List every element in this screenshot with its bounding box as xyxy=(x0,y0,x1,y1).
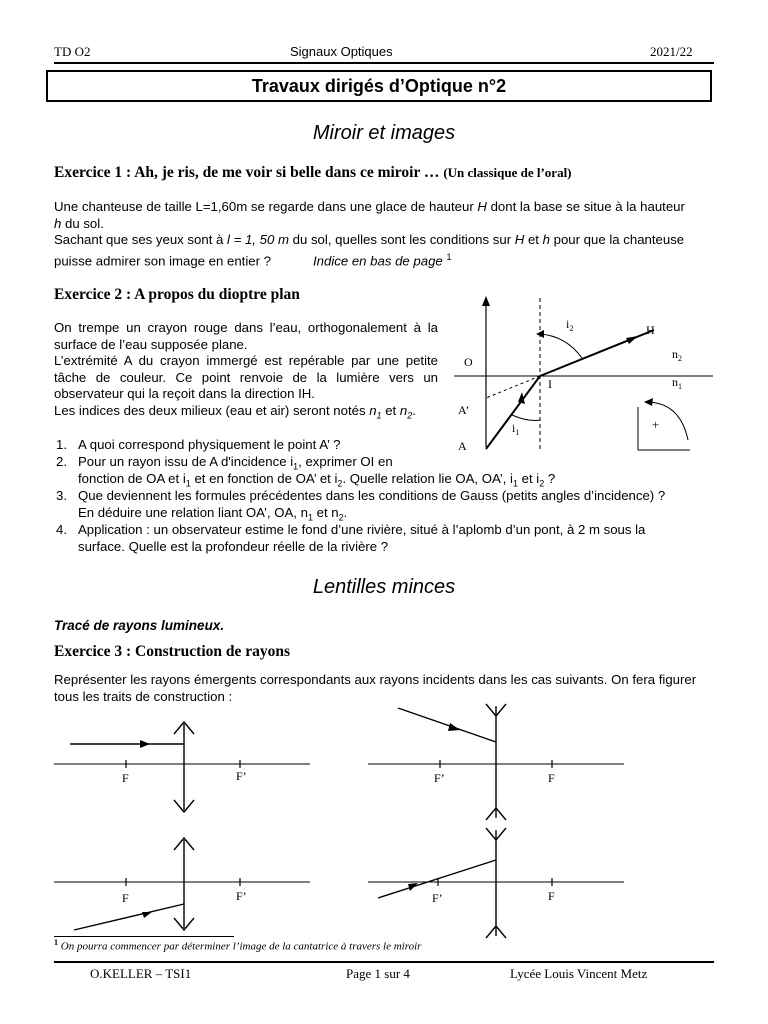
ex2-q3-num: 3. xyxy=(56,488,67,503)
ex2-q3a: Que deviennent les formules précédentes dans les conditions de Gauss (petits angles d’incidence) ? xyxy=(78,488,666,503)
label-F: F xyxy=(548,771,555,785)
footnote-number: 1 xyxy=(54,938,58,947)
ex2-n2-sub: 2 xyxy=(407,410,413,421)
exercise-1-note: (Un classique de l’oral) xyxy=(443,165,572,180)
ex3-line2: tous les traits de construction : xyxy=(54,688,233,704)
ex2-n1-sub: 1 xyxy=(376,410,382,421)
ex2-q2b-end: . Quelle relation lie OA, OA’, i xyxy=(342,471,513,486)
ex2-q1: A quoi correspond physiquement le point A’ ? xyxy=(78,437,341,452)
ex2-q2-num: 2. xyxy=(56,454,67,469)
ex2-p3b: et xyxy=(381,402,400,418)
label-A-prime: A’ xyxy=(458,403,470,417)
exercise-2-intro xyxy=(54,320,438,424)
exercise-1-title: Exercice 1 : Ah, je ris, de me voir si belle dans ce miroir … xyxy=(54,164,440,181)
exercise-3-heading: Exercice 3 : Construction de rayons xyxy=(54,643,291,660)
ex2-n2: n xyxy=(399,402,408,418)
ex2-q4a: Application : un observateur estime le fond d’une rivière, situé à l’aplomb d’un pont, à 2 m sous la xyxy=(78,522,646,537)
ex2-q3b-mid: et n xyxy=(312,505,339,520)
label-H: H xyxy=(646,323,655,337)
footnote-rule xyxy=(54,936,234,937)
exercise-1-heading xyxy=(54,164,572,182)
ex2-q3b-text: En déduire une relation liant OA’, OA, n xyxy=(78,505,308,520)
section-title-miroir: Miroir et images xyxy=(312,122,456,144)
ex2-q2b-text: fonction de OA et i xyxy=(78,471,186,486)
ex2-q2a-text: Pour un rayon issu de A d'incidence i xyxy=(78,454,294,469)
ex2-q2a-end: , exprimer OI en xyxy=(298,454,393,469)
ex2-q4b: surface. Quelle est la profondeur réelle de la rivière ? xyxy=(78,539,389,554)
ex1-var-h: h xyxy=(54,215,62,231)
ex1-line1b: dont la base se situe à la hauteur xyxy=(486,199,685,214)
header-rule xyxy=(54,62,714,64)
label-F-prime: F’ xyxy=(434,771,445,785)
lens-diagram-4 xyxy=(362,824,632,940)
footnote xyxy=(54,938,421,953)
ex2-q2b-end2: et i xyxy=(517,471,540,486)
ex1-hint: Indice en bas de page xyxy=(312,253,447,269)
exercise-2-heading: Exercice 2 : A propos du dioptre plan xyxy=(54,286,300,303)
ex1-var-H2: H xyxy=(514,232,525,248)
incident-ray-arrow xyxy=(140,740,150,748)
angle-i1-arc xyxy=(512,415,540,420)
incident-ray-arrow xyxy=(142,912,152,918)
ex2-q3b-end: . xyxy=(343,505,348,520)
label-A: A xyxy=(458,439,467,453)
ex1-var-h2: h xyxy=(542,232,550,248)
label-n2: $n_2$ xyxy=(672,347,682,363)
label-F: F xyxy=(122,771,129,785)
exercise-1-text xyxy=(54,199,714,270)
orientation-arrowhead xyxy=(644,398,653,406)
ex1-line3a: Sachant que ses yeux sont à xyxy=(54,232,228,248)
ex1-line2b: du sol. xyxy=(61,215,104,231)
ex1-line3b: du sol, quelles sont les conditions sur xyxy=(288,232,515,248)
ex2-q2b-sub4: 2 xyxy=(539,478,545,489)
ex2-q2a-sub: 1 xyxy=(293,461,299,472)
ex2-q2b-mid: et en fonction de OA’ et i xyxy=(190,471,338,486)
ex2-p3a: Les indices des deux milieux (eau et air) seront notés xyxy=(54,402,370,418)
ex2-q1-num: 1. xyxy=(56,437,67,452)
ex2-q2b-sub1: 1 xyxy=(185,478,191,489)
lens-diagram-3 xyxy=(48,834,318,934)
ex2-q2b-end3: ? xyxy=(544,471,556,486)
label-F: F xyxy=(122,891,129,905)
label-F-prime: F’ xyxy=(432,891,443,905)
header-right: 2021/22 xyxy=(650,44,693,59)
ex1-var-l: l = 1, 50 m xyxy=(227,232,289,248)
label-F: F xyxy=(548,889,555,903)
ex2-n1: n xyxy=(369,402,377,418)
label-i2: $i_2$ xyxy=(566,317,574,333)
lens-diagram-2 xyxy=(362,700,632,822)
header-left: TD O2 xyxy=(54,44,91,59)
incident-ray-arrow xyxy=(448,723,460,731)
label-F-prime: F’ xyxy=(236,769,247,783)
incident-ray xyxy=(74,904,184,930)
page-title: Travaux dirigés d’Optique n°2 xyxy=(46,70,712,102)
subsection-title: Tracé de rayons lumineux. xyxy=(54,618,225,633)
vertical-axis-arrowhead xyxy=(482,296,490,306)
ex1-var-H: H xyxy=(477,199,487,214)
label-O: O xyxy=(464,355,473,369)
ex2-q2b-sub2: 2 xyxy=(337,478,343,489)
ex2-p1: On trempe un crayon rouge dans l’eau, orthogonalement à la surface de l’eau supposée plane. xyxy=(54,320,438,352)
ex2-p2: L’extrémité A du crayon immergé est repérable par une petite tâche de couleur. Ce point renvoie de la lumière vers un observateur qui la reçoit dans la direction IH. xyxy=(54,353,438,402)
incident-ray-arrow xyxy=(408,883,418,891)
ex2-q4-num: 4. xyxy=(56,522,67,537)
section-title-lentilles: Lentilles minces xyxy=(312,576,456,598)
refracted-ray-arrow xyxy=(626,336,638,344)
ex1-line1a: Une chanteuse de taille L=1,60m se regarde dans une glace de hauteur xyxy=(54,199,478,214)
ex2-q3b-sub2: 2 xyxy=(338,512,344,523)
incident-ray xyxy=(398,708,496,742)
ex2-q2b-sub3: 1 xyxy=(512,478,518,489)
label-i1: $i_1$ xyxy=(512,421,520,437)
footer-center: Page 1 sur 4 xyxy=(346,966,410,981)
label-I: I xyxy=(548,377,552,391)
ex1-line3c: et xyxy=(524,232,543,248)
header-center: Signaux Optiques xyxy=(290,44,393,59)
ex3-line1: Représenter les rayons émergents correspondants aux rayons incidents dans les cas suivants. On fera figurer xyxy=(54,672,697,687)
dioptre-figure xyxy=(448,292,718,462)
incident-ray xyxy=(486,376,540,449)
label-n1: $n_1$ xyxy=(672,375,682,391)
ex1-line4: puisse admirer son image en entier ? xyxy=(54,253,271,269)
lens-diagram-1 xyxy=(48,718,318,818)
footnote-text: On pourra commencer par déterminer l’image de la cantatrice à travers le miroir xyxy=(58,940,422,953)
label-plus: + xyxy=(652,417,660,432)
label-F-prime: F’ xyxy=(236,889,247,903)
ex2-p3c: . xyxy=(412,402,416,418)
footer-left: O.KELLER – TSI1 xyxy=(90,966,192,981)
footer-right: Lycée Louis Vincent Metz xyxy=(510,966,648,981)
ex1-hint-sup: 1 xyxy=(446,251,452,262)
footer-rule xyxy=(54,961,714,963)
ex2-q3b-sub1: 1 xyxy=(307,512,313,523)
ex1-line3d: pour que la chanteuse xyxy=(549,232,685,248)
angle-i2-arc xyxy=(540,334,582,358)
